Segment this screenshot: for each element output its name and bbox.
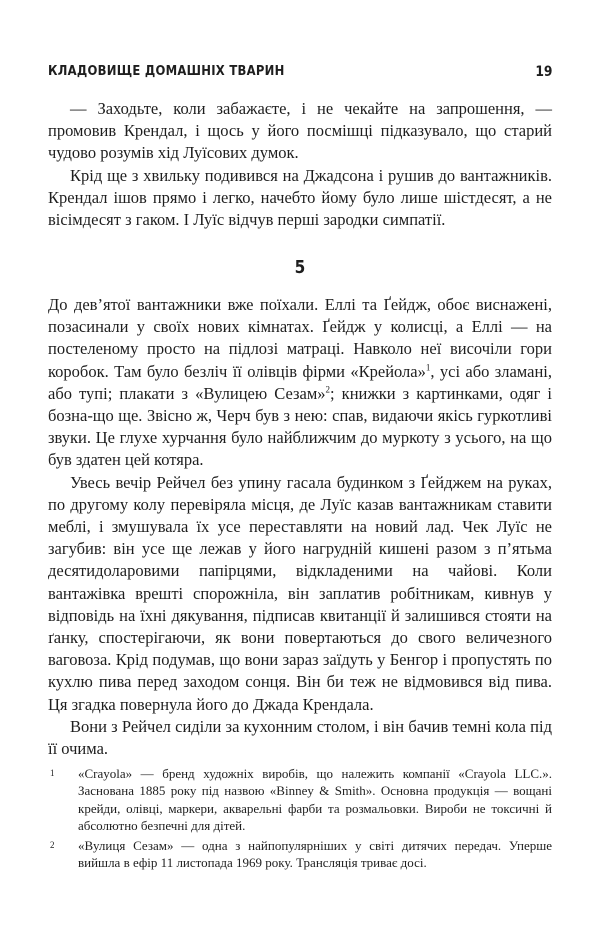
paragraph: Увесь вечір Рейчел без упину гасала будинком з Ґейджем на руках, по другому колу перевіряла місця, де Луїс казав вантажникам ставити меблі, і змушувала їх усе переставляти на новий лад. Чек Луїс не загубив: він усе ще лежав у його нагрудній кишені разом з п’ятьма десятидоларовими папірцями, відкладеними на чайові. Коли вантажівка врешті спорожніла, він заплатив робітникам, кивнув у відповідь на їхні дякування, підписав квитанції й залишився стояти на ґанку, спостерігаючи, як вони повертаються до свого величезного ваговоза. Крід подумав, що вони зараз заїдуть у Бенгор і пропустять по кухлю пива перед заходом сонця. Він би теж не відмовився від пива. Ця згадка повернула його до Джада Крендала.: [48, 472, 552, 714]
text-run: До дев’ятої вантажники вже поїхали. Еллі та Ґейдж, обоє виснажені, позасинали у своїх нових кімнатах. Ґейдж у колисці, а Еллі — на постеленому просто на підлозі матраці. Навколо неї височіли гори коробок. Там було безліч її олівців фірми «Крейола»: [48, 295, 552, 381]
section-before-chapter: [48, 98, 552, 231]
footnote-number: 1: [50, 768, 55, 778]
footnote: [48, 837, 552, 872]
page-number: 19: [534, 64, 552, 80]
footnote-number: 2: [50, 839, 55, 850]
chapter-number: 5: [294, 257, 306, 278]
paragraph: Вони з Рейчел сиділи за кухонним столом, і він бачив темні кола під її очима.: [48, 716, 552, 759]
footnotes: [48, 765, 552, 873]
running-head: [48, 64, 492, 79]
footnote-reference[interactable]: 1: [425, 362, 431, 373]
footnote-text: «Crayola» — бренд художніх виробів, що належить компанії «Crayola LLC.». Заснована 1885 року під назвою «Binney & Smith». Основна продукція — вощані крейди, олівці, маркери, акварельні фарби та розмальовки. Вироби не токсичні й абсолютно безпечні для дітей.: [78, 766, 552, 834]
footnote-text: «Вулиця Сезам» — одна з найпопулярніших у світі дитячих передач. Уперше вийшла в ефір 11 листопада 1969 року. Трансляція триває досі.: [78, 837, 552, 871]
book-title: КЛАДОВИЩЕ ДОМАШНІХ ТВАРИН: [48, 64, 285, 79]
paragraph: [48, 294, 552, 472]
text-run: ; книжки з картинками, одяг і бозна-що ще. Звісно ж, Черч був з нею: спав, видаючи якісь гуркотливі звуки. Це глухе хурчання було найближчим до муркоту з усього, на що був здатен цей котяра.: [48, 383, 552, 470]
paragraph: Крід ще з хвильку подивився на Джадсона і рушив до вантажників. Крендал ішов прямо і легко, начебто йому було лише шістдесят, а не вісімдесят з гаком. І Луїс відчув перші зародки симпатії.: [48, 165, 552, 230]
text-run: , усі або зламані, або тупі; плакати з «Вулицею Сезам»: [48, 361, 552, 403]
footnote-reference[interactable]: 2: [325, 384, 331, 395]
footnote: [48, 765, 552, 835]
chapter-body: [48, 294, 552, 760]
paragraph: — Заходьте, коли забажаєте, і не чекайте на запрошення, — промовив Крендал, і щось у його посмішці підказувало, що старий чудово розумів хід Луїсових думок.: [48, 99, 552, 163]
